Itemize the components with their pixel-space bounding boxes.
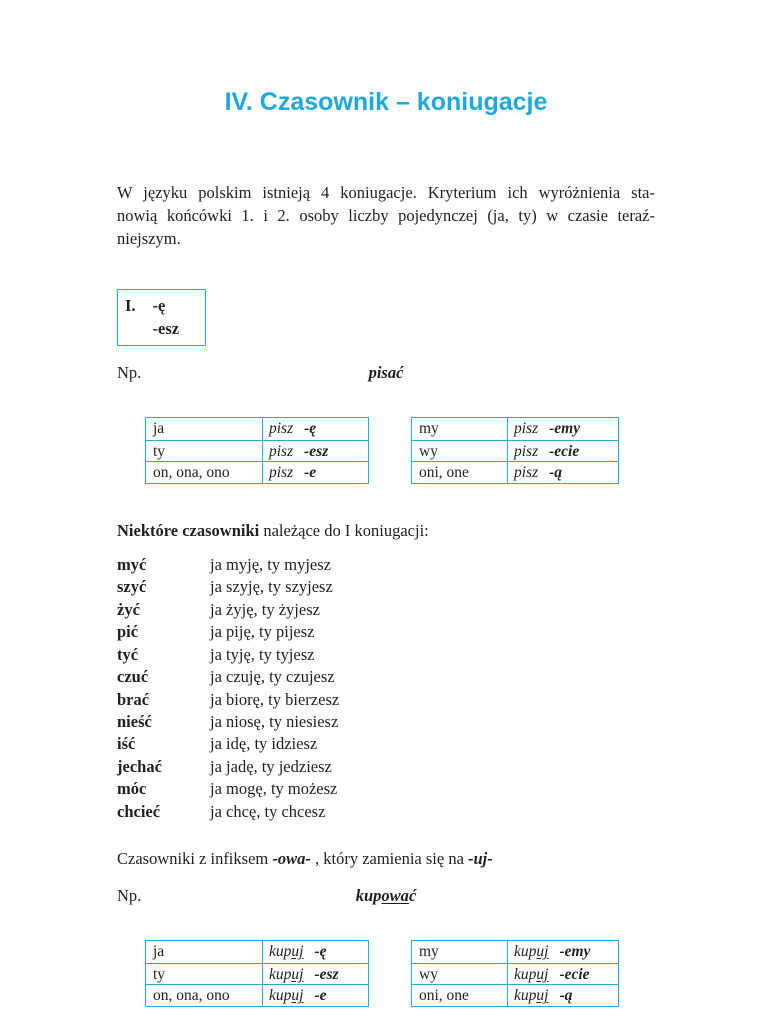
table-row	[146, 418, 368, 440]
verb-ending: -emy	[549, 420, 581, 437]
conjugation-tables-pisac	[145, 417, 655, 484]
section-heading-bold: Niektóre czasowniki	[117, 521, 260, 541]
verb-infinitive: iść	[117, 734, 136, 754]
verb-infinitive: pić	[117, 622, 139, 642]
verb-infinitive: brać	[117, 689, 150, 709]
verb-infinitive: móc	[117, 779, 147, 799]
section-heading	[117, 521, 655, 541]
verb-stem	[514, 966, 548, 983]
verb-ending: -emy	[559, 942, 591, 960]
verb-stem: pisz	[269, 464, 294, 482]
pronoun-cell: wy	[412, 964, 508, 985]
stem-prefix: kup	[269, 987, 292, 1005]
form-cell	[508, 462, 618, 483]
stem-underlined: uj	[536, 987, 549, 1005]
table-row	[412, 941, 618, 963]
example-line-1	[117, 363, 655, 386]
table-row	[146, 963, 368, 985]
table-row	[412, 963, 618, 985]
verb-ending: -e	[314, 987, 327, 1005]
section-heading-rest: należące do I koniugacji:	[259, 521, 429, 541]
verb-examples: ja tyję, ty tyjesz	[210, 644, 315, 664]
verb-stem: pisz	[269, 442, 294, 460]
verb-stem	[269, 987, 303, 1004]
stem-prefix: kup	[269, 965, 292, 983]
verb-ending: -esz	[314, 965, 339, 983]
pronoun-cell: on, ona, ono	[146, 985, 263, 1006]
conjugation-table-plural	[411, 417, 619, 484]
verb-examples: ja mogę, ty możesz	[210, 779, 338, 799]
verb-ending: -ecie	[549, 442, 580, 460]
verb-examples: ja piję, ty pijesz	[210, 622, 315, 642]
verb-examples: ja szyję, ty szyjesz	[210, 577, 333, 597]
conjugation-ending-2: -esz	[152, 319, 180, 338]
verb-infinitive: myć	[117, 555, 147, 575]
conjugation-numeral: I.	[125, 296, 136, 315]
verb-stem	[514, 943, 548, 960]
conjugation-tables-kupowac	[145, 940, 655, 1007]
intro-line: niejszym.	[117, 229, 181, 248]
verb-examples: ja jadę, ty jedziesz	[210, 756, 332, 776]
pronoun-cell: ty	[146, 964, 263, 985]
form-cell	[508, 418, 618, 440]
example-line-2	[117, 886, 655, 909]
stem-underlined: uj	[291, 987, 304, 1005]
example-verb-kupowac	[117, 886, 655, 906]
intro-paragraph	[117, 181, 655, 250]
verb-ending: -e	[304, 464, 317, 482]
form-cell	[508, 941, 618, 963]
verb-examples: ja niosę, ty niesiesz	[210, 711, 339, 731]
verb-examples: ja czuję, ty czujesz	[210, 667, 335, 687]
stem-underlined: uj	[291, 942, 304, 960]
infix-owa: -owa-	[272, 848, 311, 868]
conjugation-ending-1: -ę	[152, 296, 166, 315]
table-row	[146, 984, 368, 1006]
verb-stem	[269, 966, 303, 983]
form-cell	[508, 441, 618, 462]
pronoun-cell: my	[412, 941, 508, 963]
verb-list	[117, 554, 655, 823]
table-row	[146, 440, 368, 462]
verb-part: ć	[408, 885, 417, 905]
infix-note-text: Czasowniki z infiksem	[117, 848, 273, 868]
verb-stem	[269, 943, 303, 960]
verb-infinitive: jechać	[117, 756, 162, 776]
pronoun-cell: oni, one	[412, 462, 508, 483]
pronoun-cell: on, ona, ono	[146, 462, 263, 483]
stem-underlined: uj	[536, 965, 549, 983]
stem-prefix: kup	[269, 942, 292, 960]
verb-stem: pisz	[514, 464, 539, 482]
verb-infinitive: czuć	[117, 667, 149, 687]
conjugation-table-singular	[145, 940, 369, 1007]
verb-part-underlined: owa	[381, 885, 409, 905]
stem-underlined: uj	[536, 942, 549, 960]
verb-ending: -ę	[304, 420, 317, 437]
verb-ending: -ą	[559, 987, 573, 1005]
intro-line: nowią końcówki 1. i 2. osoby liczby pojedynczej (ja, ty) w czasie teraź-	[117, 206, 655, 225]
verb-examples: ja myję, ty myjesz	[210, 555, 331, 575]
table-row	[412, 418, 618, 440]
verb-ending: -ą	[549, 464, 563, 482]
verb-ending: -ę	[314, 942, 327, 960]
table-row	[146, 941, 368, 963]
example-label: Np.	[117, 885, 142, 905]
verb-infinitive: szyć	[117, 577, 147, 597]
stem-prefix: kup	[514, 987, 537, 1005]
table-row	[412, 440, 618, 462]
form-cell	[263, 418, 368, 440]
infix-note-text: , który zamienia się na	[310, 848, 469, 868]
form-cell	[263, 964, 368, 985]
verb-infinitive: nieść	[117, 711, 152, 731]
verb-examples: ja biorę, ty bierzesz	[210, 689, 340, 709]
infix-uj: -uj-	[468, 848, 493, 868]
verb-infinitive: żyć	[117, 599, 140, 619]
verb-examples: ja chcę, ty chcesz	[210, 801, 326, 821]
verb-examples: ja idę, ty idziesz	[210, 734, 318, 754]
form-cell	[263, 441, 368, 462]
form-cell	[508, 964, 618, 985]
pronoun-cell: ja	[146, 941, 263, 963]
stem-underlined: uj	[291, 965, 304, 983]
conjugation-number-box	[117, 289, 206, 346]
verb-stem: pisz	[514, 420, 539, 437]
pronoun-cell: ty	[146, 441, 263, 462]
verb-infinitive: tyć	[117, 644, 139, 664]
table-row	[146, 461, 368, 483]
pronoun-cell: ja	[146, 418, 263, 440]
form-cell	[263, 462, 368, 483]
form-cell	[508, 985, 618, 1006]
verb-ending: -ecie	[559, 965, 590, 983]
pronoun-cell: my	[412, 418, 508, 440]
page-title: IV. Czasownik – koniugacje	[224, 88, 548, 116]
verb-stem	[514, 987, 548, 1004]
pronoun-cell: wy	[412, 441, 508, 462]
verb-stem: pisz	[514, 442, 539, 460]
verb-ending: -esz	[304, 442, 329, 460]
conjugation-table-plural	[411, 940, 619, 1007]
verb-examples: ja żyję, ty żyjesz	[210, 599, 320, 619]
infix-note	[117, 849, 655, 869]
form-cell	[263, 985, 368, 1006]
table-row	[412, 984, 618, 1006]
stem-prefix: kup	[514, 965, 537, 983]
verb-infinitive: chcieć	[117, 801, 161, 821]
conjugation-endings	[153, 294, 180, 341]
example-verb-pisac: pisać	[368, 363, 404, 382]
stem-prefix: kup	[514, 942, 537, 960]
pronoun-cell: oni, one	[412, 985, 508, 1006]
verb-part: kup	[355, 885, 382, 905]
conjugation-table-singular	[145, 417, 369, 484]
form-cell	[263, 941, 368, 963]
verb-stem: pisz	[269, 420, 294, 437]
table-row	[412, 461, 618, 483]
example-label: Np.	[117, 363, 142, 382]
intro-line: W języku polskim istnieją 4 koniugacje. Kryterium ich wyróżnienia sta-	[117, 183, 655, 202]
